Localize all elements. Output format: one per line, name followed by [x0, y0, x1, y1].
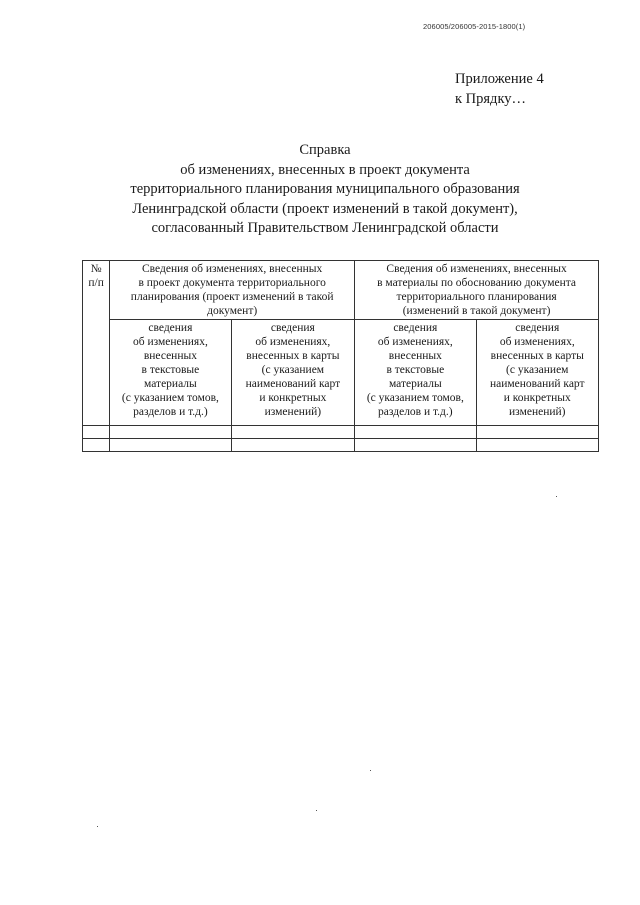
- table-subheader-row: [83, 320, 599, 426]
- cell-line: наименований карт: [489, 378, 585, 390]
- title-line: согласованный Правительством Ленинградской области: [151, 220, 499, 236]
- table-row: [83, 439, 599, 452]
- cell-line: в текстовые: [141, 364, 200, 376]
- cell-line: в материалы по обоснованию документа: [377, 277, 577, 289]
- cell-line: (с указанием: [261, 364, 325, 376]
- table-cell: [231, 439, 355, 452]
- title-line: об изменениях, внесенных в проект документа: [180, 161, 470, 178]
- cell-line: материалы: [144, 378, 197, 390]
- cell-line: изменений): [264, 406, 322, 418]
- cell-line: сведения: [270, 322, 315, 334]
- header-cell-project-changes: [110, 261, 355, 320]
- table-header-row: [83, 261, 599, 320]
- table-cell: [83, 439, 110, 452]
- cell-line: (с указанием томов,: [366, 392, 464, 404]
- cell-line: п/п: [88, 277, 104, 289]
- changes-table: [82, 260, 599, 452]
- cell-line: об изменениях,: [132, 336, 208, 348]
- cell-line: об изменениях,: [499, 336, 575, 348]
- document-code: 206005/206005-2015-1800(1): [423, 22, 526, 31]
- table-cell: [110, 439, 231, 452]
- document-title: [110, 141, 540, 239]
- cell-line: разделов и т.д.): [133, 406, 208, 418]
- scan-speck: [316, 810, 317, 811]
- cell-line: и конкретных: [503, 392, 571, 404]
- cell-line: сведения: [148, 322, 193, 334]
- title-line: территориального планирования муниципального образования: [130, 181, 520, 197]
- cell-line: в проект документа территориального: [138, 277, 326, 289]
- table-cell: [110, 426, 231, 439]
- cell-line: планирования (проект изменений в такой: [130, 291, 334, 303]
- cell-line: документ): [207, 305, 258, 317]
- cell-line: внесенных в карты: [246, 350, 340, 362]
- scan-speck: [97, 826, 98, 827]
- cell-line: об изменениях,: [255, 336, 331, 348]
- subheader-cell-text-materials: [355, 320, 476, 426]
- cell-line: наименований карт: [245, 378, 341, 390]
- appendix-line: Приложение 4: [455, 71, 544, 87]
- cell-line: территориального планирования: [396, 291, 557, 303]
- table-cell: [476, 426, 598, 439]
- appendix-note: [455, 69, 544, 109]
- subheader-cell-maps: [231, 320, 355, 426]
- cell-line: сведения: [515, 322, 560, 334]
- cell-line: Сведения об изменениях, внесенных: [386, 263, 567, 275]
- cell-line: об изменениях,: [377, 336, 453, 348]
- cell-line: Сведения об изменениях, внесенных: [142, 263, 323, 275]
- appendix-line: к Прядку…: [455, 91, 527, 107]
- cell-line: (изменений в такой документ): [402, 305, 551, 317]
- cell-line: в текстовые: [386, 364, 445, 376]
- table-cell: [476, 439, 598, 452]
- cell-line: внесенных: [388, 350, 442, 362]
- cell-line: сведения: [393, 322, 438, 334]
- cell-line: (с указанием томов,: [121, 392, 219, 404]
- table-cell: [355, 439, 476, 452]
- header-cell-number: [83, 261, 110, 426]
- title-line: Справка: [299, 142, 351, 158]
- cell-line: №: [90, 263, 102, 275]
- table-row: [83, 426, 599, 439]
- table-cell: [231, 426, 355, 439]
- cell-line: разделов и т.д.): [378, 406, 453, 418]
- cell-line: внесенных в карты: [490, 350, 584, 362]
- table-cell: [355, 426, 476, 439]
- scan-speck: [556, 496, 557, 497]
- subheader-cell-text-materials: [110, 320, 231, 426]
- cell-line: и конкретных: [259, 392, 327, 404]
- scan-speck: [370, 770, 371, 771]
- subheader-cell-maps: [476, 320, 598, 426]
- table-cell: [83, 426, 110, 439]
- cell-line: (с указанием: [506, 364, 569, 376]
- title-line: Ленинградской области (проект изменений в такой документ),: [132, 200, 518, 217]
- cell-line: материалы: [388, 378, 442, 390]
- header-cell-justification-changes: [355, 261, 599, 320]
- cell-line: внесенных: [143, 350, 197, 362]
- cell-line: изменений): [509, 406, 566, 418]
